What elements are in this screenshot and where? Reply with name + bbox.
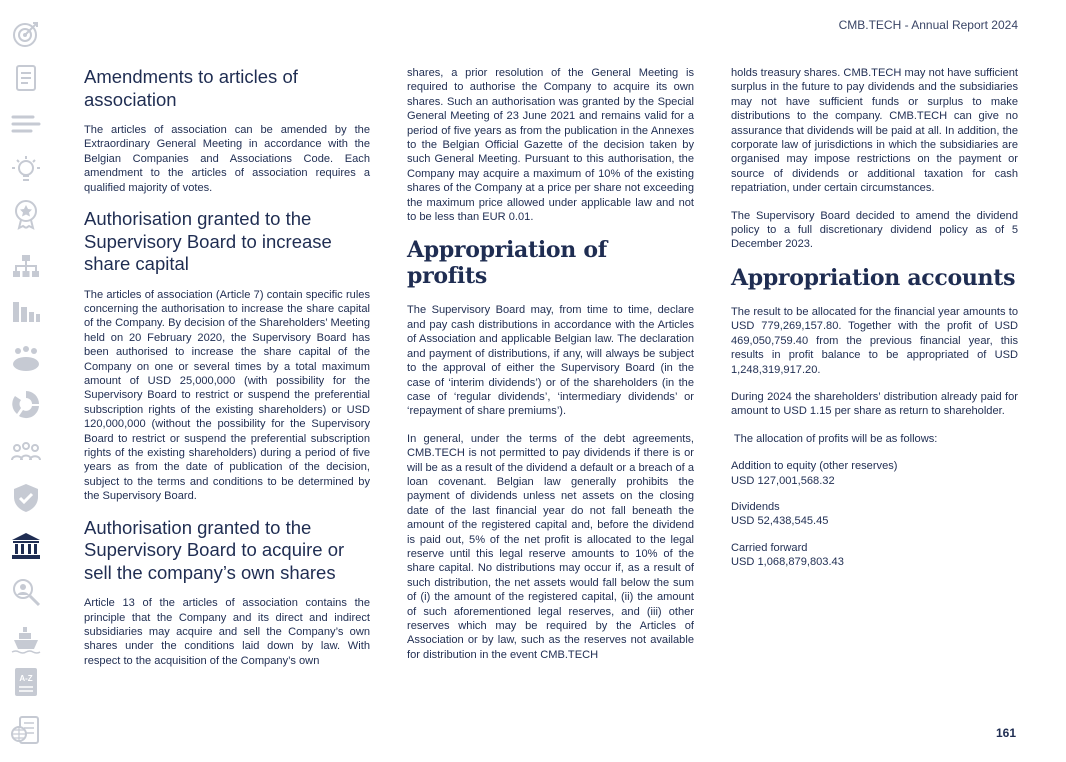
glossary-label: A-Z	[19, 674, 33, 683]
allocation-label: Carried forward	[731, 541, 808, 554]
paragraph-dividend-policy: The Supervisory Board decided to amend the dividend policy to a full discretionary dividend policy as of 5 December 2023.	[731, 209, 1018, 251]
heading-own-shares: Authorisation granted to the Supervisory Board to acquire or sell the company’s own shares	[84, 516, 345, 583]
people-group-icon[interactable]	[10, 342, 42, 374]
target-icon[interactable]	[10, 18, 42, 50]
paragraph-result: The result to be allocated for the financial year amounts to USD 779,269,157.80. Together with the profit of USD 469,050,759.40 from the previous financial year, this results in profit balance to be appropriated of USD 1,248,319,917.20.	[731, 305, 1018, 376]
allocation-value: USD 52,438,545.45	[731, 515, 829, 528]
people-icon[interactable]	[10, 436, 42, 468]
paragraph-shareholder-distribution: During 2024 the shareholders’ distribution already paid for amount to USD 1.15 per share as return to shareholder.	[731, 390, 1018, 418]
page-number: 161	[995, 726, 1016, 740]
heading-appropriation-accounts: Appropriation accounts	[731, 264, 1016, 291]
recycle-icon[interactable]	[10, 388, 42, 420]
allocation-value: USD 127,001,568.32	[731, 474, 835, 487]
paragraph-debt-agreements: In general, under the terms of the debt agreements, CMB.TECH is not permitted to pay dividends if there is or will be as a result of the dividend a default or a breach of a loan covenant. Belgian law generally prohibits the payment of dividends unless net assets on the closing date of the last financial year do not fall beneath the amount of the registered capital and, before the dividend is paid out, 5% of the net profit is allocated to the legal reserve until this legal reserve amounts to 10% of the share capital. No distributions may occur if, as a result of such distribution, the net assets would fall below the sum of (i) the amount of the registered capital, (ii) the amount of such aforementioned legal reserves, and (iii) other reserves which may be required by the Articles of Association or by law, such as the reserves not available for distribution in the event CMB.TECH	[407, 432, 694, 661]
bar-chart-icon[interactable]	[10, 294, 42, 326]
paragraph-allocation-intro: The allocation of profits will be as follows:	[731, 432, 938, 445]
lines-icon[interactable]	[10, 108, 42, 140]
paragraph-own-shares: Article 13 of the articles of association contains the principle that the Company and its direct and indirect subsidiaries may acquire and sell the Company’s own shares under the conditions laid down by law. With respect to the acquisition of the Company’s own	[84, 597, 370, 667]
paragraph-amendments: The articles of association can be amended by the Extraordinary General Meeting in accordance with the Belgian Companies and Associations Code. Each amendment to the articles of association requires a qualified majority of votes.	[84, 124, 370, 194]
allocation-value: USD 1,068,879,803.43	[731, 556, 844, 569]
paragraph-increase-capital: The articles of association (Article 7) contain specific rules concerning the authorisation to increase the share capital of the Company. By decision of the Shareholders’ Meeting held on 20 February 2020, the Supervisory Board has been authorised to increase the share capital of the Company on one or several times by a total maximum amount of USD 25,000,000 (with possibility for the Supervisory Board to restrict or suspend the preferential subscription rights of the existing shareholders) or USD 120,000,000 (without the possibility for the Supervisory Board to restrict or suspend the preferential subscription rights of the existing shareholders) during a period of five years as from the date of publication of the decision, subject to the terms and conditions to be determined by the Supervisory Board.	[84, 288, 370, 503]
ship-icon[interactable]	[10, 622, 42, 654]
heading-appropriation-profits: Appropriation of profits	[407, 237, 607, 290]
org-chart-icon[interactable]	[10, 250, 42, 282]
allocation-label: Dividends	[731, 500, 780, 513]
paragraph-own-shares-continued: shares, a prior resolution of the General Meeting is required to authorise the Company to acquire its own shares. Such an authorisation was granted by the Special General Meeting of 23 June 2021 and remains valid for a period of five years as from the publication in the Annexes to the Belgian Official Gazette of the decision taken by such General Meeting. Pursuant to this authorisation, the Company may acquire a maximum of 10% of the existing shares of the Company at a price per share not exceeding the maximum price allowed under applicable law and not to be less than EUR 0.01.	[407, 67, 694, 224]
report-header: CMB.TECH - Annual Report 2024	[838, 18, 1018, 32]
bank-icon[interactable]	[10, 530, 42, 562]
paragraph-distributions: The Supervisory Board may, from time to time, declare and pay cash distributions in accordance with the Articles of Association and applicable Belgian law. The declaration and payment of distributions, if any, will always be subject to the approval of either the Supervisory Board (in the case of ‘interim dividends’) or of the shareholders (in the case of ‘regular dividends’, ‘intermediary dividends’ or ‘repayment of share premiums’).	[407, 304, 694, 418]
sidebar-navigation	[0, 0, 52, 762]
heading-amendments: Amendments to articles of association	[84, 66, 298, 110]
column-left	[84, 66, 370, 681]
search-person-icon[interactable]	[10, 576, 42, 608]
column-right	[731, 66, 1018, 582]
heading-increase-capital: Authorisation granted to the Supervisory Board to increase share capital	[84, 208, 332, 275]
lightbulb-icon[interactable]	[10, 154, 42, 186]
allocation-label: Addition to equity (other reserves)	[731, 460, 898, 473]
glossary-icon[interactable]	[10, 666, 42, 698]
award-icon[interactable]	[10, 198, 42, 230]
shield-check-icon[interactable]	[10, 482, 42, 514]
web-document-icon[interactable]	[10, 714, 42, 746]
document-icon[interactable]	[10, 62, 42, 94]
column-middle	[407, 66, 694, 675]
paragraph-treasury-continued: holds treasury shares. CMB.TECH may not have sufficient surplus in the future to pay dividends and the subsidiaries may not have sufficient funds or surplus to make distributions to the company. CMB.TECH can give no assurance that dividends will be paid at all. In addition, the corporate law of jurisdictions in which the subsidiaries are organised may impose restrictions on the payment or source of dividends or additional taxation for cash repatriation, under certain circumstances.	[731, 67, 1018, 195]
